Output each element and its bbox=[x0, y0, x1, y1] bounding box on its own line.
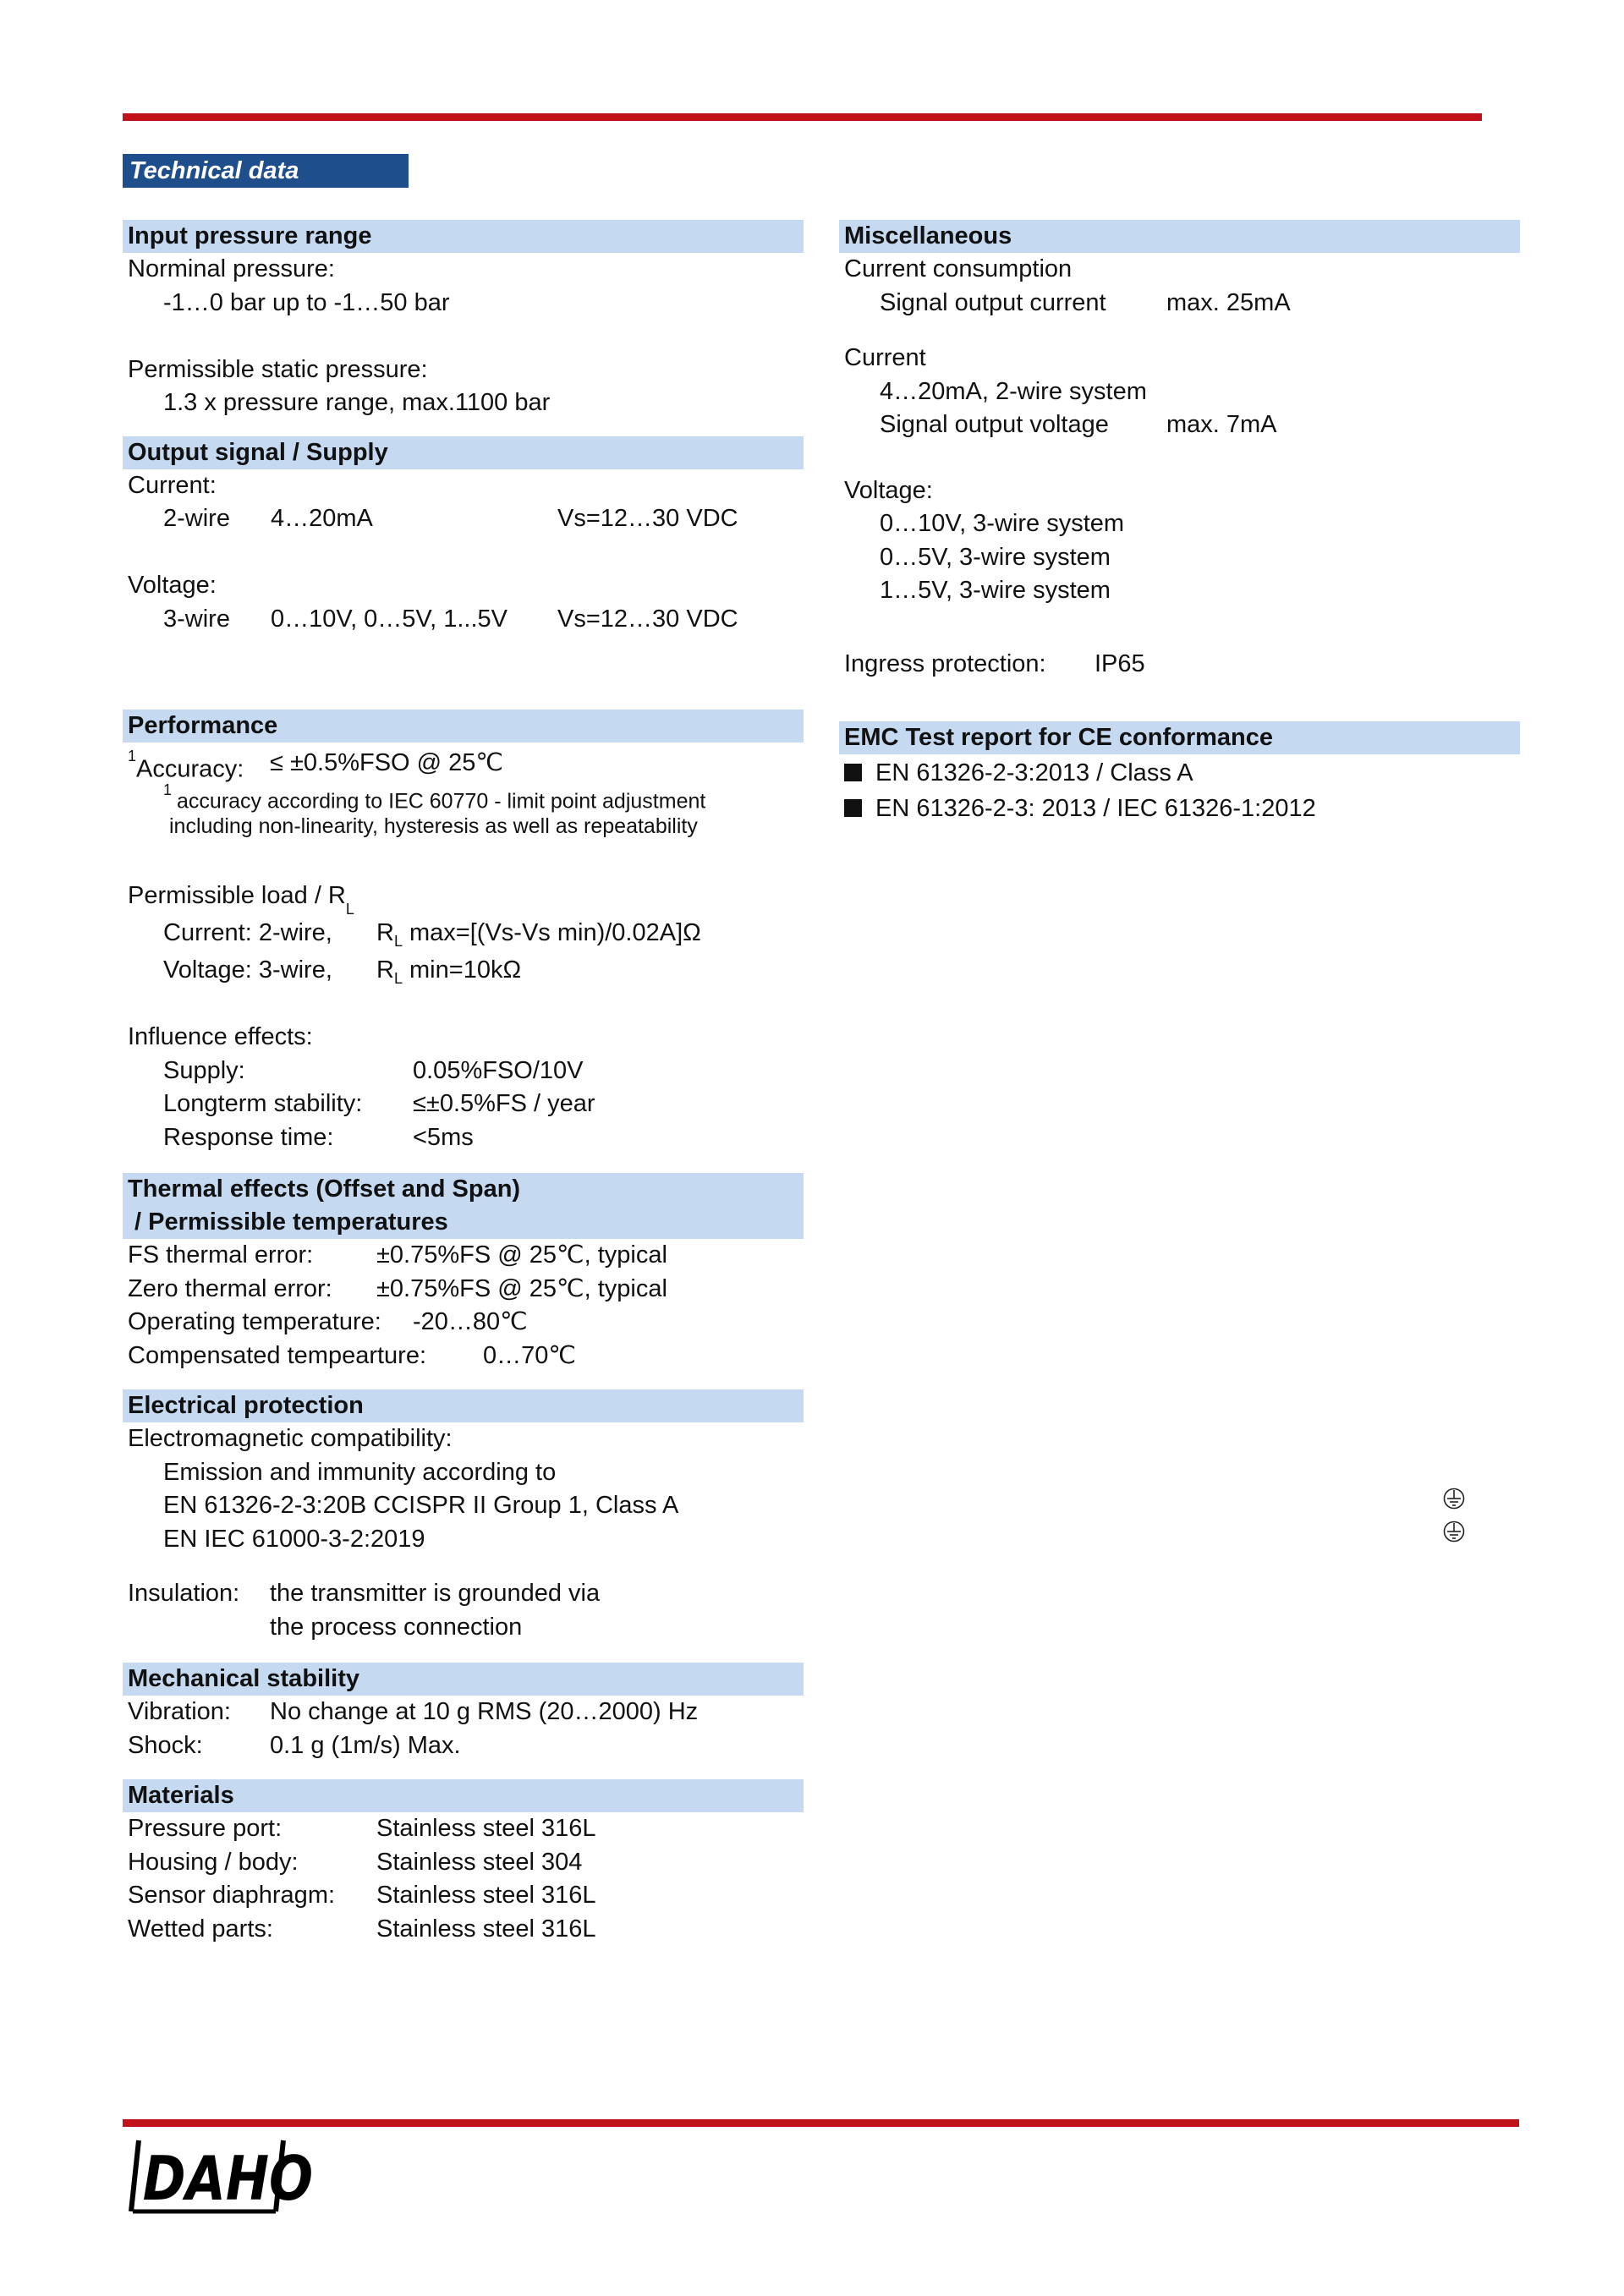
voltage-wire: 3-wire bbox=[163, 605, 230, 633]
nominal-label: Norminal pressure: bbox=[128, 255, 335, 282]
section-header-mechanical: Mechanical stability bbox=[123, 1663, 804, 1696]
fs-thermal-row: FS thermal error: ±0.75%FS @ 25℃, typical bbox=[128, 1241, 667, 1269]
emc-item: EN 61326-2-3: 2013 / IEC 61326-1:2012 bbox=[839, 790, 1520, 825]
section-header-misc: Miscellaneous bbox=[839, 220, 1520, 253]
accuracy-label: Accuracy: bbox=[136, 755, 244, 783]
emc-line-2: EN 61326-2-3:20B CCISPR II Group 1, Class A bbox=[163, 1492, 679, 1519]
emc-line-1: Emission and immunity according to bbox=[163, 1458, 557, 1486]
misc-voltage-line: 0…5V, 3-wire system bbox=[880, 543, 1111, 571]
material-row: Pressure port: Stainless steel 316L bbox=[128, 1815, 596, 1842]
bullet-square-icon bbox=[844, 764, 862, 781]
svg-text:DAHO: DAHO bbox=[142, 2143, 314, 2215]
section-header-performance: Performance bbox=[123, 710, 804, 743]
misc-current-line: 4…20mA, 2-wire system bbox=[880, 377, 1147, 405]
output-voltage-row bbox=[123, 603, 804, 637]
section-header-input: Input pressure range bbox=[123, 220, 804, 253]
current-supply: Vs=12…30 VDC bbox=[557, 505, 738, 532]
nominal-value: -1…0 bar up to -1…50 bar bbox=[163, 288, 450, 316]
accuracy-row: $^1$Accuracy: ≤ ±0.5%FSO @ 25℃ bbox=[123, 743, 804, 780]
voltage-range: 0…10V, 0…5V, 1...5V bbox=[271, 605, 508, 633]
page-title: Technical data bbox=[123, 154, 409, 188]
static-label: Permissible static pressure: bbox=[128, 355, 428, 383]
response-row: Response time: <5ms bbox=[163, 1123, 474, 1151]
accuracy-note-1: $^1$ accuracy according to IEC 60770 - limit point adjustment bbox=[163, 781, 706, 814]
vibration-row: Vibration: No change at 10 g RMS (20…2000) Hz bbox=[128, 1698, 699, 1725]
consumption-label: Current consumption bbox=[844, 255, 1073, 282]
signal-current-row: Signal output current max. 25mA bbox=[880, 288, 1291, 316]
compensated-temp-row: Compensated tempearture: 0…70℃ bbox=[128, 1341, 576, 1369]
supply-row: Supply: 0.05%FSO/10V bbox=[163, 1056, 584, 1084]
ingress-row: Ingress protection: IP65 bbox=[844, 649, 1145, 677]
bottom-rule bbox=[123, 2119, 1519, 2127]
load-voltage-row: Voltage: 3-wire, $R_L$ min=10kΩ bbox=[123, 954, 804, 991]
insulation-row: Insulation: the transmitter is grounded via bbox=[128, 1580, 601, 1607]
current-range: 4…20mA bbox=[271, 505, 373, 532]
bullet-square-icon bbox=[844, 799, 862, 817]
insulation-row-2: the process connection bbox=[270, 1613, 523, 1641]
material-row: Sensor diaphragm: Stainless steel 316L bbox=[128, 1882, 596, 1909]
ground-symbol-icon bbox=[1443, 1488, 1465, 1510]
output-voltage-label: Voltage: bbox=[128, 572, 217, 599]
shock-row: Shock: 0.1 g (1m/s) Max. bbox=[128, 1731, 461, 1759]
output-current-row bbox=[123, 502, 804, 536]
accuracy-value: ≤ ±0.5%FSO @ 25℃ bbox=[270, 749, 503, 776]
static-value: 1.3 x pressure range, max.1100 bar bbox=[163, 389, 551, 416]
voltage-supply: Vs=12…30 VDC bbox=[557, 605, 738, 633]
right-column bbox=[839, 220, 1520, 825]
operating-temp-row: Operating temperature: -20…80℃ bbox=[128, 1308, 528, 1335]
misc-voltage-label: Voltage: bbox=[844, 476, 933, 504]
load-label: Permissible load / $R_L$ bbox=[128, 882, 354, 918]
material-row: Wetted parts: Stainless steel 316L bbox=[128, 1915, 596, 1943]
emc-item: EN 61326-2-3:2013 / Class A bbox=[839, 754, 1520, 790]
section-header-emc: EMC Test report for CE conformance bbox=[839, 721, 1520, 754]
section-header-electrical: Electrical protection bbox=[123, 1389, 804, 1422]
output-current-label: Current: bbox=[128, 471, 217, 499]
misc-current-label: Current bbox=[844, 344, 926, 371]
ground-symbol-icon bbox=[1443, 1521, 1465, 1543]
load-current-value: $R_L$ max=[(Vs-Vs min)/0.02A]Ω bbox=[376, 919, 701, 950]
daho-logo bbox=[127, 2134, 314, 2225]
current-wire: 2-wire bbox=[163, 505, 230, 532]
top-rule bbox=[123, 113, 1482, 121]
section-header-output: Output signal / Supply bbox=[123, 436, 804, 469]
section-header-thermal: Thermal effects (Offset and Span) / Permissible temperatures bbox=[123, 1173, 804, 1239]
emc-line-3: EN IEC 61000-3-2:2019 bbox=[163, 1525, 425, 1553]
emc-label: Electromagnetic compatibility: bbox=[128, 1425, 453, 1452]
signal-voltage-row: Signal output voltage max. 7mA bbox=[880, 411, 1277, 438]
misc-voltage-line: 1…5V, 3-wire system bbox=[880, 577, 1111, 604]
left-column bbox=[123, 220, 804, 1946]
section-header-materials: Materials bbox=[123, 1779, 804, 1812]
load-voltage-value: $R_L$ min=10kΩ bbox=[376, 956, 522, 987]
material-row: Housing / body: Stainless steel 304 bbox=[128, 1848, 583, 1876]
misc-voltage-line: 0…10V, 3-wire system bbox=[880, 510, 1125, 537]
load-current-row: Current: 2-wire, $R_L$ max=[(Vs-Vs min)/0.02A]Ω bbox=[123, 917, 804, 954]
stability-row: Longterm stability: ≤±0.5%FS / year bbox=[163, 1090, 595, 1117]
influence-label: Influence effects: bbox=[128, 1023, 313, 1050]
accuracy-note-2: including non-linearity, hysteresis as well as repeatability bbox=[169, 814, 698, 838]
zero-thermal-row: Zero thermal error: ±0.75%FS @ 25℃, typical bbox=[128, 1274, 667, 1302]
